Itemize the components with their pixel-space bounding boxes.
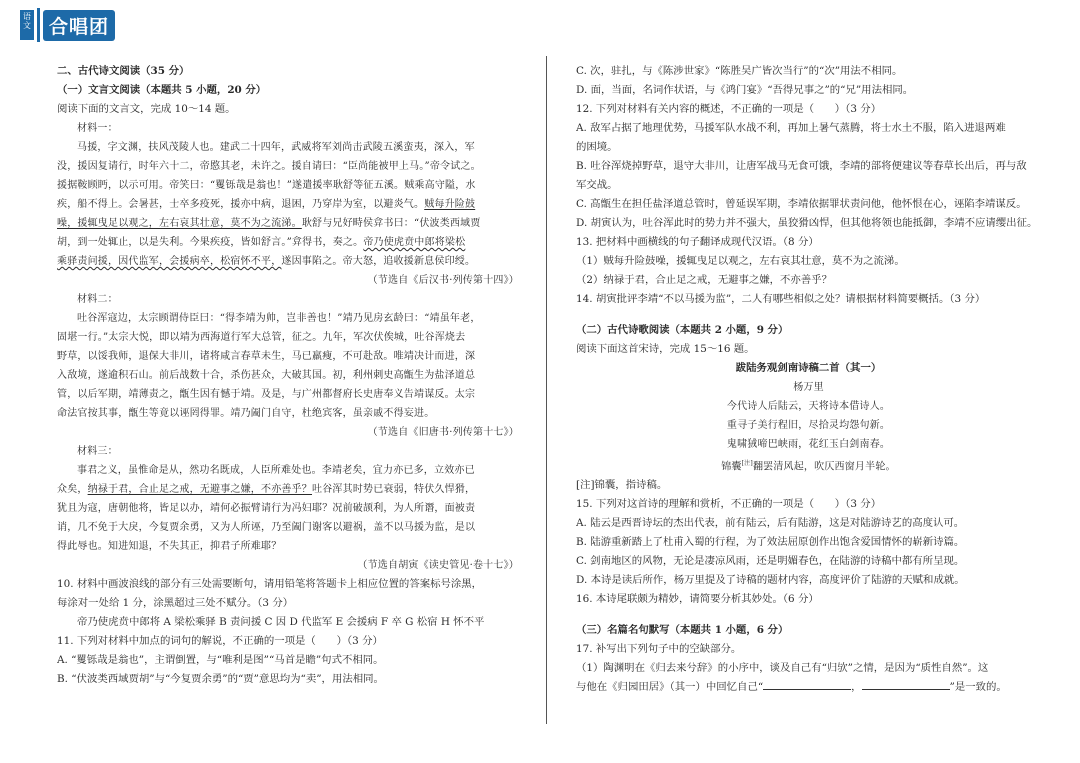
material-3-source: （节选自胡寅《读史管见·卷十七》） (357, 560, 519, 571)
logo (20, 8, 115, 42)
question-10: 10. 材料中画波浪线的部分有三处需要断句，请用铅笔将答题卡上相应位置的答案标号涂黑， (57, 578, 483, 590)
poetry-intro: 阅读下面这首宋诗，完成 15～16 题。 (576, 343, 755, 355)
underlined-sentence: 贼每升险鼓 (424, 199, 476, 210)
material-2-line: 入敌境，遂逾积石山。前后战数十合，杀伤甚众，大破其国。初，利州刺史高甑生为盐泽道总 (57, 370, 476, 381)
left-column (57, 62, 519, 689)
underlined-sentence: 噪，援辄曳足以观之，左右哀其壮意，莫不为之流涕。 (57, 218, 302, 229)
answer-blank[interactable] (763, 678, 851, 690)
question-17-text: ， (851, 681, 862, 694)
subsection-classical-prose: （一）文言文阅读（本题共 5 小题，20 分） (57, 84, 267, 96)
question-17-part-1: （1）陶渊明在《归去来兮辞》的小序中，谈及自己有“归欤”之情，是因为“质性自然”。这 (576, 662, 989, 675)
material-2-line: 命法官按其事，甑生等竟以诬罔得罪。靖乃阖门自守，杜绝宾客，虽亲戚不得妄进。 (57, 408, 435, 419)
material-2-label: 材料二： (77, 294, 118, 305)
question-17-text: 与他在《归园田居》（其一）中回忆自己“ (576, 681, 764, 694)
question-15-option-b: B. 陆游重新踏上了杜甫入蜀的行程，为了效法屈原创作出饱含爱国情怀的崭新诗篇。 (576, 536, 965, 549)
question-16: 16. 本诗尾联颇为精妙，请简要分析其妙处。（6 分） (576, 593, 819, 606)
poem-title: 跋陆务观剑南诗稿二首（其一） (735, 362, 882, 374)
material-1-text: 胡，到一处辄止，以是失利。今果疾疫，皆如舒言。”弇得书，奏之。 (57, 237, 364, 248)
question-10: 每涂对一处给 1 分，涂黑超过三处不赋分。（3 分） (57, 597, 294, 609)
question-11-option-d: D. 面，当面，名词作状语，与《鸿门宴》“吾得兄事之”的“兄”用法相同。 (576, 84, 914, 96)
question-13: 13. 把材料中画横线的句子翻译成现代汉语。（8 分） (576, 236, 819, 248)
material-1-line: 援据鞍顾眄，以示可用。帝笑曰：“矍铄哉是翁也！”遂遣援率耿舒等征五溪。贼乘高守隘，水 (57, 180, 476, 191)
question-15: 15. 下列对这首诗的理解和赏析，不正确的一项是（ ）（3 分） (576, 498, 882, 511)
question-17: 17. 补写出下列句子中的空缺部分。 (576, 643, 742, 656)
material-1-line (57, 195, 519, 214)
question-12-option-b: B. 吐谷浑烧掉野草，退守大非川，让唐军战马无食可饿，李靖的部将便建议等春草长出后，再与敌 (576, 160, 1027, 172)
section-title: 二、古代诗文阅读（35 分） (57, 65, 190, 77)
material-1-text: 耿舒与兄好畤侯弇书曰：“伏波类西域贾 (301, 218, 481, 229)
question-11: 11. 下列对材料中加点的词句的解说，不正确的一项是（ ）（3 分） (57, 635, 383, 647)
poem-note: [注]锦囊，指诗稿。 (576, 479, 668, 492)
material-2-source: （节选自《旧唐书·列传第十七》） (367, 427, 519, 438)
material-3-text: 众矣， (57, 484, 88, 495)
question-15-option-c: C. 剑南地区的风物，无论是凄凉风雨，还是明媚春色，在陆游的诗稿中都有所呈现。 (576, 555, 965, 568)
wavy-underlined-text: 乘驿责问援，因代监军，会援病卒，松宿怀不平， (57, 256, 282, 267)
question-12-option-a: A. 敌军占据了地理优势，马援军队水战不利，再加上暑气蒸腾，将士水土不服，陷入进退两难 (576, 122, 1006, 134)
logo-name: 合唱团 (43, 10, 115, 41)
material-1-line (57, 233, 519, 252)
material-1-line (57, 214, 519, 233)
material-2-line: 野草，以馁我师，退保大非川，诸将咸言春草未生，马已羸瘦，不可赴敌。唯靖决计而进，深 (57, 351, 476, 362)
logo-tag: 语文 (20, 10, 34, 40)
question-11-option-a: A. “矍铄哉是翁也”，主谓倒置，与“唯利是图”“马首是瞻”句式不相同。 (57, 654, 384, 666)
material-1-line: 没，援因复请行，时年六十二，帝愍其老，未许之。援自请曰：“臣尚能被甲上马。”帝令试之。 (57, 161, 481, 172)
spacer (576, 309, 1041, 321)
question-13-part-1: （1）贼每升险鼓噪，援辄曳足以观之，左右哀其壮意，莫不为之流涕。 (576, 255, 905, 267)
poem-line: 鬼啸狨啼巴峡雨，花红玉白剑南春。 (726, 439, 891, 450)
material-3-text: 吐谷浑其时势已衰弱，特伏久悍猾， (312, 484, 476, 495)
question-10-options: 帝乃使虎贲中郎将 A 梁松乘驿 B 责问援 C 因 D 代监军 E 会援病 F 卒 G 松宿 H 怀不平 (77, 616, 485, 628)
material-3-line (57, 480, 519, 499)
question-12-option-d: D. 胡寅认为，吐谷浑此时的势力并不强大，虽狡猾凶悍，但其他将领也能抵御，李靖不应请缨出征。 (576, 217, 1038, 229)
material-2-line: 管，以后军期，靖薄责之，甑生因有憾于靖。及是，与广州都督府长史唐奉义告靖谋反。太宗 (57, 389, 476, 400)
material-2-line: 吐谷浑寇边，太宗顾谓侍臣曰：“得李靖为帅，岂非善也！”靖乃见房玄龄曰：“靖虽年老， (77, 313, 481, 324)
poem-line: 重寻子美行程旧，尽拾灵均怨句新。 (726, 420, 891, 431)
answer-blank[interactable] (862, 678, 950, 690)
subsection-poetry: （二）古代诗歌阅读（本题共 2 小题，9 分） (576, 324, 789, 336)
column-divider (546, 56, 547, 724)
material-1-line: 马援，字文渊，扶风茂陵人也。建武二十四年，武威将军刘尚击武陵五溪蛮夷，深入，军 (77, 142, 475, 153)
material-3-label: 材料三： (77, 446, 118, 457)
subsection-recitation: （三）名篇名句默写（本题共 1 小题，6 分） (576, 624, 789, 637)
question-11-option-c: C. 次，驻扎，与《陈涉世家》“陈胜吴广皆次当行”的“次”用法不相同。 (576, 65, 903, 77)
question-12-option-b-cont: 军交战。 (576, 179, 618, 191)
poem-author: 杨万里 (793, 382, 824, 393)
question-13-part-2: （2）纳禄于君，合止足之戒，无避事之嫌，不亦善乎？ (576, 274, 832, 286)
underlined-sentence: 纳禄于君，合止足之戒，无避事之嫌，不亦善乎？ (87, 484, 313, 495)
question-15-option-d: D. 本诗是读后所作，杨万里提及了诗稿的题材内容，高度评价了陆游的天赋和成就。 (576, 574, 965, 587)
material-1-label: 材料一： (77, 123, 118, 134)
question-11-option-b: B. “伏波类西域贾胡”与“今复贾余勇”的“贾”意思均为“卖”，用法相同。 (57, 673, 384, 685)
wavy-underlined-text: 帝乃使虎贲中郎将梁松 (363, 237, 466, 248)
poem-text: 锦囊 (721, 461, 742, 473)
question-12-option-a-cont: 的困境。 (576, 141, 618, 153)
material-3-line: 事君之义，虽惟命是从，然功名既成，人臣所难处也。李靖老矣，宜力亦已多，立效亦已 (77, 465, 475, 476)
material-3-line: 诮，几不免于大戾，今复贾余勇，又为人所诬，乃至阖门谢客以避祸，盖不以马援为监，是以 (57, 522, 476, 533)
material-1-text: 遂因事陷之。帝大怒，追收援新息侯印绶。 (281, 256, 476, 267)
question-12-option-c: C. 高甑生在担任盐泽道总管时，曾延误军期，李靖依据罪状责问他，他怀恨在心，诬陷李靖谋反。 (576, 198, 1027, 210)
material-2-line: 固堪一行。”太宗大悦，即以靖为西海道行军大总管，征之。九年，军次伏俟城，吐谷浑烧去 (57, 332, 466, 343)
poem-text: 翻罢清风起，吹仄西窗月半轮。 (752, 461, 896, 473)
right-column (576, 62, 1041, 697)
material-1-source: （节选自《后汉书·列传第十四》） (367, 275, 519, 286)
question-15-option-a: A. 陆云是西晋诗坛的杰出代表，前有陆云，后有陆游，这是对陆游诗艺的高度认可。 (576, 517, 965, 530)
material-3-line: 犹且为寇，唐朝他将，皆足以办，靖何必振臂请行为冯妇耶？况前破颉利，为人所谮，面被责 (57, 503, 476, 514)
question-17-part-1-cont (576, 678, 1041, 697)
question-12: 12. 下列对材料有关内容的概述，不正确的一项是（ ）（3 分） (576, 103, 882, 115)
poem-line: 今代诗人后陆云，天将诗本借诗人。 (726, 401, 891, 412)
material-3-line: 得此辱也。知进知退，不失其正，抑君子所难耶？ (57, 541, 282, 552)
question-14: 14. 胡寅批评李靖“不以马援为监”，二人有哪些相似之处？请根据材料简要概括。（3 分） (576, 293, 986, 305)
logo-bar (37, 8, 40, 42)
spacer (576, 609, 1041, 621)
footnote-mark: [注] (741, 460, 753, 467)
material-1-text: 疾，船不得上。会暑甚，士卒多疫死，援亦中病，退困，乃穿岸为室，以避炎气。 (57, 199, 425, 210)
prose-intro: 阅读下面的文言文，完成 10～14 题。 (57, 103, 236, 115)
material-1-line (57, 252, 519, 271)
question-17-text: ”是一致的。 (949, 681, 1007, 694)
poem-line (576, 454, 1041, 476)
